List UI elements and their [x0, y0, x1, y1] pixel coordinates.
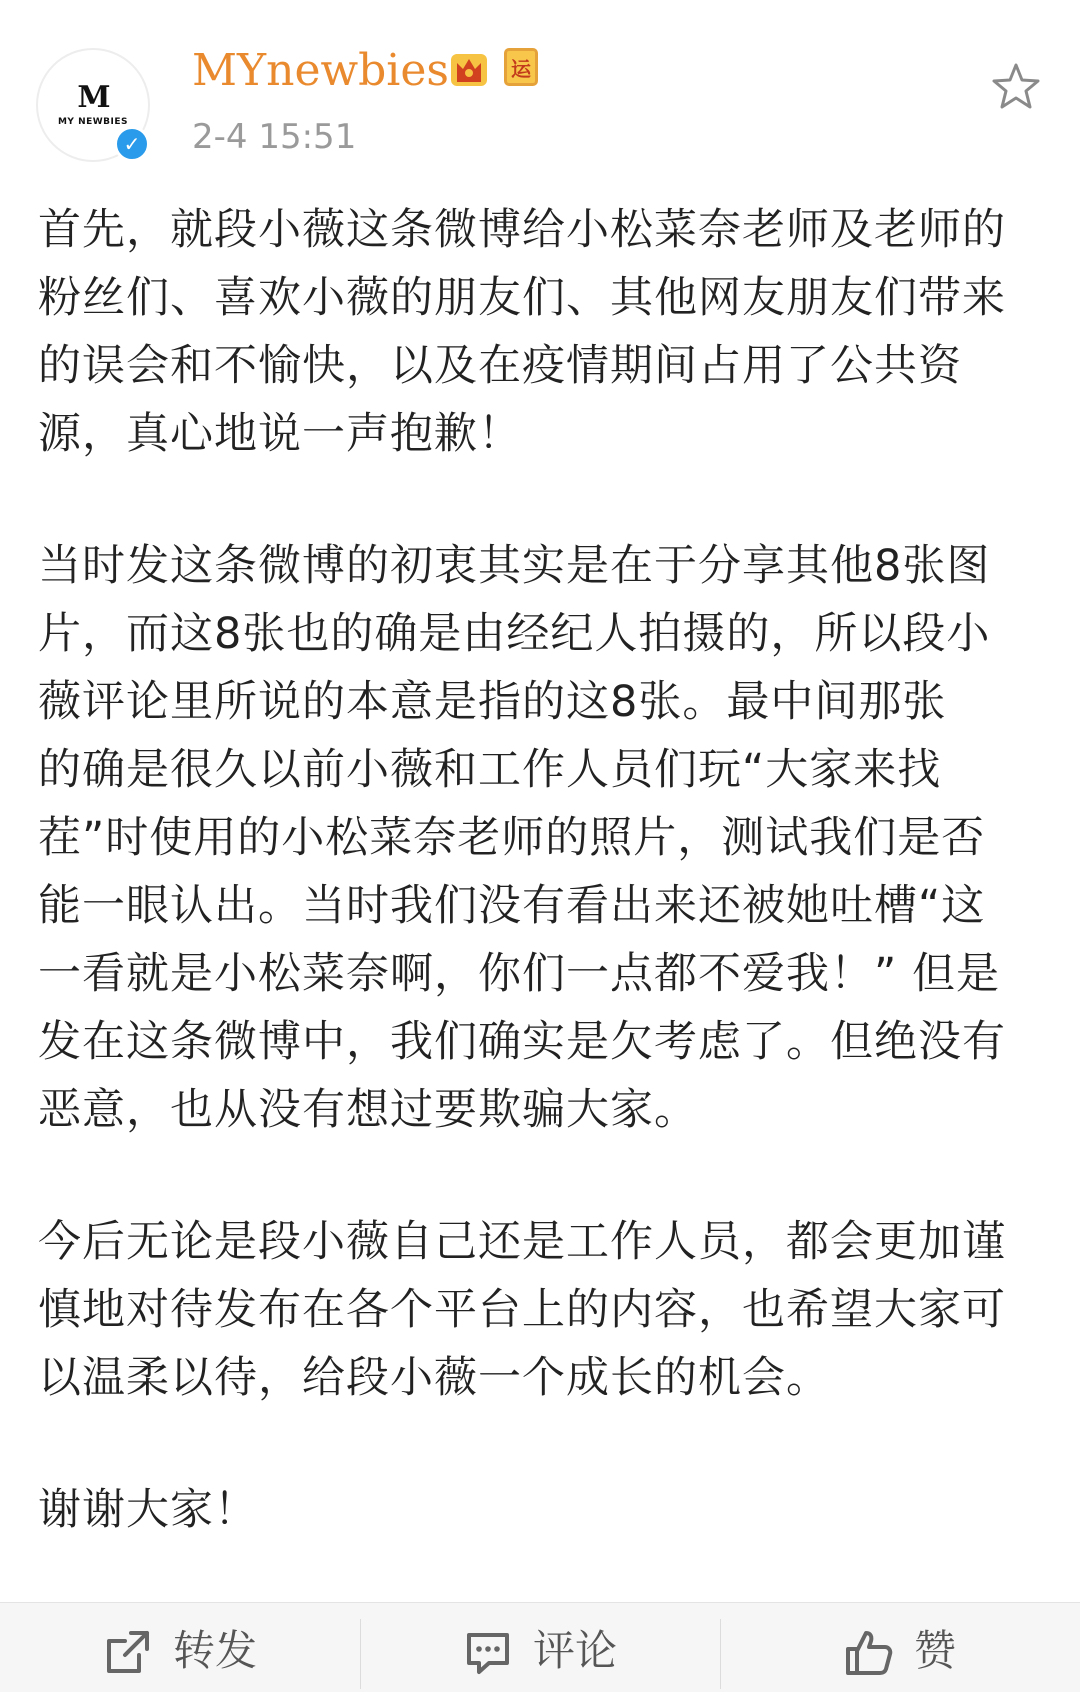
text-line: 能一眼认出。当时我们没有看出来还被她吐槽“这 [38, 881, 986, 931]
crown-icon[interactable] [448, 48, 490, 90]
luck-badge-icon[interactable]: 运 [504, 48, 538, 86]
comment-button[interactable] [360, 1603, 720, 1692]
paragraph [38, 1476, 1048, 1544]
text-line: 当时发这条微博的初衷其实是在于分享其他8张图 [38, 541, 991, 591]
repost-label: 转发 [172, 1626, 257, 1675]
post-time: 2-4 15:51 [192, 117, 357, 157]
text-line: 今后无论是段小薇自己还是工作人员，都会更加谨 [38, 1217, 1006, 1267]
text-line: 谢谢大家！ [38, 1485, 258, 1535]
thumbs-up-icon [844, 1627, 894, 1677]
avatar-text: MY NEWBIES [57, 117, 129, 127]
text-line: 以温柔以待，给段小薇一个成长的机会。 [38, 1353, 830, 1403]
text-line: 粉丝们、喜欢小薇的朋友们、其他网友朋友们带来 [38, 273, 1006, 323]
star-icon[interactable] [990, 60, 1042, 112]
paragraph [38, 532, 1048, 1144]
verified-icon: ✓ [114, 126, 150, 162]
text-line: 恶意，也从没有想过要欺骗大家。 [38, 1085, 698, 1135]
like-label: 赞 [913, 1626, 956, 1675]
username[interactable]: MYnewbies [192, 45, 449, 96]
paragraph [38, 196, 1048, 468]
text-line: 茬”时使用的小松菜奈老师的照片，测试我们是否 [38, 813, 986, 863]
text-line: 的误会和不愉快，以及在疫情期间占用了公共资 [38, 341, 962, 391]
text-line: 片，而这8张也的确是由经纪人拍摄的，所以段小 [38, 609, 991, 659]
text-line: 薇评论里所说的本意是指的这8张。最中间那张 [38, 677, 947, 727]
text-line: 一看就是小松菜奈啊，你们一点都不爱我！” 但是 [38, 949, 1000, 999]
post-header [0, 0, 1080, 180]
text-line: 首先，就段小薇这条微博给小松菜奈老师及老师的 [38, 205, 1006, 255]
paragraph-gap [38, 1144, 1048, 1208]
share-icon [103, 1627, 153, 1677]
paragraph-gap [38, 1412, 1048, 1476]
paragraph-gap [38, 468, 1048, 532]
like-button[interactable] [720, 1603, 1080, 1692]
avatar-logo: M [77, 80, 109, 115]
post-content [38, 196, 1048, 1544]
comment-label: 评论 [532, 1626, 617, 1675]
text-line: 的确是很久以前小薇和工作人员们玩“大家来找 [38, 745, 942, 795]
repost-button[interactable] [0, 1603, 360, 1692]
paragraph [38, 1208, 1048, 1412]
text-line: 慎地对待发布在各个平台上的内容，也希望大家可 [38, 1285, 1006, 1335]
action-bar [0, 1602, 1080, 1692]
text-line: 发在这条微博中，我们确实是欠考虑了。但绝没有 [38, 1017, 1006, 1067]
comment-icon [463, 1627, 513, 1677]
text-line: 源，真心地说一声抱歉！ [38, 409, 522, 459]
